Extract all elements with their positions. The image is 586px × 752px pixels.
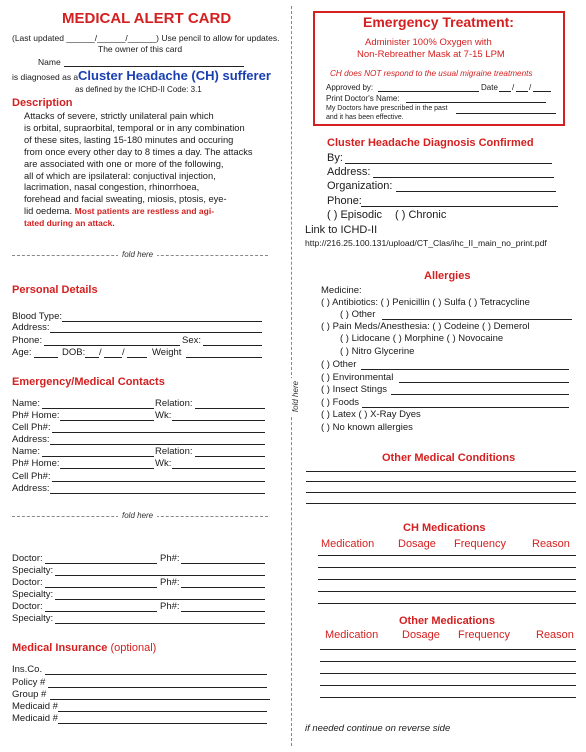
allergy-environmental-field[interactable] bbox=[399, 382, 569, 383]
fold-label: fold here bbox=[118, 250, 157, 259]
other-meds-line[interactable] bbox=[320, 649, 576, 650]
fold-label: fold here bbox=[118, 511, 157, 520]
description-line: from once every other day to 8 times a day. The attacks bbox=[24, 146, 253, 157]
contacts-heading: Emergency/Medical Contacts bbox=[12, 376, 165, 388]
insurance-title: Medical Insurance bbox=[12, 642, 108, 654]
doctor1-ph-field[interactable] bbox=[181, 563, 265, 564]
doctor1-field[interactable] bbox=[45, 563, 157, 564]
conditions-line[interactable] bbox=[306, 481, 576, 482]
insurance-field[interactable] bbox=[50, 699, 270, 700]
contact2-cell-label: Cell Ph#: bbox=[12, 471, 51, 482]
doctor2-ph-label: Ph#: bbox=[160, 577, 180, 588]
emergency-title: Emergency Treatment: bbox=[363, 14, 514, 30]
prescribed-line-2: and it has been effective. bbox=[326, 114, 404, 121]
allergy-other-antibiotic[interactable]: ( ) Other bbox=[340, 309, 376, 320]
dob-year[interactable] bbox=[127, 357, 147, 358]
other-meds-line[interactable] bbox=[320, 661, 576, 662]
approved-label: Approved by: bbox=[326, 83, 374, 92]
insurance-field[interactable] bbox=[58, 723, 267, 724]
name-field[interactable] bbox=[64, 66, 244, 67]
description-body bbox=[24, 111, 253, 230]
age-label: Age: bbox=[12, 347, 32, 358]
ichd-link-label: Link to ICHD-II bbox=[305, 224, 378, 236]
date-month[interactable] bbox=[499, 91, 511, 92]
insurance-optional: (optional) bbox=[110, 642, 157, 654]
allergy-none[interactable]: ( ) No known allergies bbox=[321, 422, 413, 433]
contact2-cell-field[interactable] bbox=[52, 481, 265, 482]
ch-meds-col-dosage: Dosage bbox=[398, 538, 436, 550]
emergency-note: CH does NOT respond to the usual migraine treatments bbox=[330, 69, 533, 78]
blood-label: Blood Type: bbox=[12, 311, 63, 322]
ch-meds-line[interactable] bbox=[318, 591, 576, 592]
contact1-relation-field[interactable] bbox=[195, 408, 265, 409]
approved-field[interactable] bbox=[378, 91, 479, 92]
description-plain: lid oedema. bbox=[24, 206, 73, 217]
last-updated: (Last updated ______/______/______) Use pencil to allow for updates. bbox=[12, 33, 280, 43]
insurance-heading bbox=[12, 642, 156, 654]
emergency-line-2: Non-Rebreather Mask at 7-15 LPM bbox=[357, 49, 505, 60]
doctor3-ph-label: Ph#: bbox=[160, 601, 180, 612]
other-meds-col-medication: Medication bbox=[325, 629, 379, 641]
diagnosed-prefix: is diagnosed as a bbox=[12, 72, 79, 82]
contact1-wk-label: Wk: bbox=[155, 410, 172, 421]
specialty1-field[interactable] bbox=[55, 575, 265, 576]
contact1-cell-field[interactable] bbox=[52, 432, 265, 433]
allergy-foods-field[interactable] bbox=[362, 407, 569, 408]
insurance-label: Medicaid # bbox=[12, 713, 58, 724]
description-heading: Description bbox=[12, 97, 73, 109]
contact1-address-label: Address: bbox=[12, 434, 50, 445]
ch-meds-line[interactable] bbox=[318, 555, 576, 556]
doctor3-ph-field[interactable] bbox=[181, 611, 265, 612]
allergy-other-field[interactable] bbox=[361, 369, 569, 370]
contact2-wk-field[interactable] bbox=[172, 468, 265, 469]
date-sep-2: / bbox=[529, 83, 532, 92]
description-line: of these sites, lasting 15-180 minutes and occuring bbox=[24, 134, 234, 145]
contact1-cell-label: Cell Ph#: bbox=[12, 422, 51, 433]
contact1-wk-field[interactable] bbox=[172, 420, 265, 421]
other-meds-line[interactable] bbox=[320, 685, 576, 686]
dob-sep-2: / bbox=[122, 347, 125, 358]
confirmed-phone-label: Phone: bbox=[327, 195, 362, 207]
insurance-label: Ins.Co. bbox=[12, 664, 43, 675]
date-day[interactable] bbox=[516, 91, 528, 92]
dob-day[interactable] bbox=[104, 357, 122, 358]
contact1-address-field[interactable] bbox=[50, 444, 265, 445]
insurance-field[interactable] bbox=[48, 687, 267, 688]
allergy-lidocaine[interactable]: ( ) Lidocane ( ) Morphine ( ) Novocaine bbox=[340, 333, 504, 344]
address-field[interactable] bbox=[50, 332, 262, 333]
prescribed-field[interactable] bbox=[456, 113, 556, 114]
phone-field[interactable] bbox=[44, 345, 180, 346]
contact2-address-field[interactable] bbox=[50, 493, 265, 494]
doctor1-ph-label: Ph#: bbox=[160, 553, 180, 564]
allergies-heading: Allergies bbox=[424, 270, 471, 282]
other-meds-heading: Other Medications bbox=[399, 615, 495, 627]
contact2-home-field[interactable] bbox=[60, 468, 154, 469]
icd-line: as defined by the ICHD-II Code: 3.1 bbox=[75, 85, 202, 94]
weight-field[interactable] bbox=[186, 357, 262, 358]
doctor1-label: Doctor: bbox=[12, 553, 43, 564]
specialty1-label: Specialty: bbox=[12, 565, 54, 576]
allergy-other[interactable]: ( ) Other bbox=[321, 359, 357, 370]
description-line: is orbital, supraorbital, temporal or in any combination bbox=[24, 122, 245, 133]
description-line: forehead and facial sweating, miosis, ptosis, eye- bbox=[24, 194, 227, 205]
prescribed-line-1: My Doctors have prescribed in the past bbox=[326, 105, 448, 112]
chronic-checkbox[interactable]: ( ) Chronic bbox=[395, 209, 447, 221]
description-line: are associated with one or more of the following, bbox=[24, 158, 224, 169]
confirmed-org-field[interactable] bbox=[396, 191, 556, 192]
description-line bbox=[24, 206, 253, 218]
confirmed-heading: Cluster Headache Diagnosis Confirmed bbox=[327, 137, 534, 149]
other-meds-col-reason: Reason bbox=[536, 629, 574, 641]
other-conditions-heading: Other Medical Conditions bbox=[382, 452, 516, 464]
sex-label: Sex: bbox=[182, 335, 202, 346]
contact2-home-label: Ph# Home: bbox=[12, 458, 60, 469]
specialty2-field[interactable] bbox=[55, 599, 265, 600]
vertical-fold-label: fold here bbox=[291, 378, 300, 415]
conditions-line[interactable] bbox=[306, 471, 576, 472]
contact1-name-field[interactable] bbox=[42, 408, 154, 409]
confirmed-address-field[interactable] bbox=[373, 177, 554, 178]
diagnosis: Cluster Headache (CH) sufferer bbox=[78, 68, 271, 83]
date-label: Date bbox=[481, 83, 498, 92]
insurance-field[interactable] bbox=[45, 674, 267, 675]
allergy-latex[interactable]: ( ) Latex ( ) X-Ray Dyes bbox=[321, 409, 421, 420]
contact1-relation-label: Relation: bbox=[155, 398, 193, 409]
dob-sep-1: / bbox=[99, 347, 102, 358]
description-line: Attacks of severe, strictly unilateral pain which bbox=[24, 111, 214, 121]
doctor3-label: Doctor: bbox=[12, 601, 43, 612]
doctor2-label: Doctor: bbox=[12, 577, 43, 588]
allergy-insect[interactable]: ( ) Insect Stings bbox=[321, 384, 387, 395]
allergy-environmental[interactable]: ( ) Environmental bbox=[321, 372, 394, 383]
personal-heading: Personal Details bbox=[12, 284, 98, 296]
dob-label: DOB: bbox=[62, 347, 86, 358]
contact1-home-field[interactable] bbox=[60, 420, 154, 421]
ch-meds-line[interactable] bbox=[318, 567, 576, 568]
contact2-name-label: Name: bbox=[12, 446, 40, 457]
ch-meds-line[interactable] bbox=[318, 579, 576, 580]
emergency-line-1: Administer 100% Oxygen with bbox=[365, 37, 492, 48]
other-meds-col-dosage: Dosage bbox=[402, 629, 440, 641]
description-line: all of which are ipsilateral: conjuctival injection, bbox=[24, 170, 216, 181]
vertical-fold-line bbox=[291, 6, 292, 746]
description-line: lacrimation, nasal congestion, rhinorrhoea, bbox=[24, 182, 200, 193]
allergy-antibiotics[interactable]: ( ) Antibiotics: ( ) Penicillin ( ) Sulfa ( ) Tetracycline bbox=[321, 297, 530, 308]
confirmed-org-label: Organization: bbox=[327, 180, 393, 192]
card-title: MEDICAL ALERT CARD bbox=[62, 10, 232, 27]
other-meds-line[interactable] bbox=[320, 673, 576, 674]
address-label: Address: bbox=[12, 322, 50, 333]
contact1-name-label: Name: bbox=[12, 398, 40, 409]
allergy-insect-field[interactable] bbox=[391, 394, 569, 395]
ch-meds-col-medication: Medication bbox=[321, 538, 375, 550]
print-name-field[interactable] bbox=[406, 102, 546, 103]
doctor2-ph-field[interactable] bbox=[181, 587, 265, 588]
conditions-line[interactable] bbox=[306, 492, 576, 493]
episodic-checkbox[interactable]: ( ) Episodic bbox=[327, 209, 383, 221]
confirmed-address-label: Address: bbox=[327, 166, 371, 178]
other-meds-col-frequency: Frequency bbox=[458, 629, 510, 641]
other-meds-line[interactable] bbox=[320, 697, 576, 698]
ch-meds-heading: CH Medications bbox=[403, 522, 486, 534]
allergy-medicine: Medicine: bbox=[321, 285, 362, 296]
description-restless-2: tated during an attack. bbox=[24, 218, 115, 229]
doctor3-field[interactable] bbox=[45, 611, 157, 612]
specialty2-label: Specialty: bbox=[12, 589, 54, 600]
blood-field[interactable] bbox=[62, 321, 262, 322]
allergy-foods[interactable]: ( ) Foods bbox=[321, 397, 360, 408]
ch-meds-line[interactable] bbox=[318, 603, 576, 604]
ch-meds-col-frequency: Frequency bbox=[454, 538, 506, 550]
contact2-relation-field[interactable] bbox=[195, 456, 265, 457]
confirmed-by-field[interactable] bbox=[345, 163, 552, 164]
conditions-line[interactable] bbox=[306, 503, 576, 504]
contact2-relation-label: Relation: bbox=[155, 446, 193, 457]
allergy-nitro[interactable]: ( ) Nitro Glycerine bbox=[340, 346, 415, 357]
weight-label: Weight bbox=[152, 347, 182, 358]
sex-field[interactable] bbox=[203, 345, 262, 346]
specialty3-field[interactable] bbox=[55, 623, 265, 624]
confirmed-phone-field[interactable] bbox=[361, 206, 558, 207]
owner-line: The owner of this card bbox=[98, 44, 183, 54]
footer-note: if needed continue on reverse side bbox=[305, 723, 451, 734]
contact2-wk-label: Wk: bbox=[155, 458, 172, 469]
allergy-painmeds[interactable]: ( ) Pain Meds/Anesthesia: ( ) Codeine ( ) Demerol bbox=[321, 321, 530, 332]
contact2-address-label: Address: bbox=[12, 483, 50, 494]
date-year[interactable] bbox=[533, 91, 551, 92]
allergy-other-antibiotic-field[interactable] bbox=[382, 319, 572, 320]
specialty3-label: Specialty: bbox=[12, 613, 54, 624]
insurance-field[interactable] bbox=[58, 711, 267, 712]
print-name-label: Print Doctor's Name: bbox=[326, 94, 400, 103]
doctor2-field[interactable] bbox=[45, 587, 157, 588]
age-field[interactable] bbox=[34, 357, 58, 358]
ichd-link-url[interactable]: http://216.25.100.131/upload/CT_Clas/ihc_II_main_no_print.pdf bbox=[305, 238, 547, 248]
contact2-name-field[interactable] bbox=[42, 456, 154, 457]
ch-meds-col-reason: Reason bbox=[532, 538, 570, 550]
date-sep-1: / bbox=[512, 83, 515, 92]
confirmed-by-label: By: bbox=[327, 152, 343, 164]
contact1-home-label: Ph# Home: bbox=[12, 410, 60, 421]
phone-label: Phone: bbox=[12, 335, 43, 346]
insurance-label: Policy # bbox=[12, 677, 46, 688]
insurance-label: Group # bbox=[12, 689, 47, 700]
description-restless: Most patients are restless and agi- bbox=[74, 206, 215, 217]
insurance-label: Medicaid # bbox=[12, 701, 58, 712]
name-label: Name bbox=[38, 57, 61, 67]
dob-month[interactable] bbox=[85, 357, 99, 358]
